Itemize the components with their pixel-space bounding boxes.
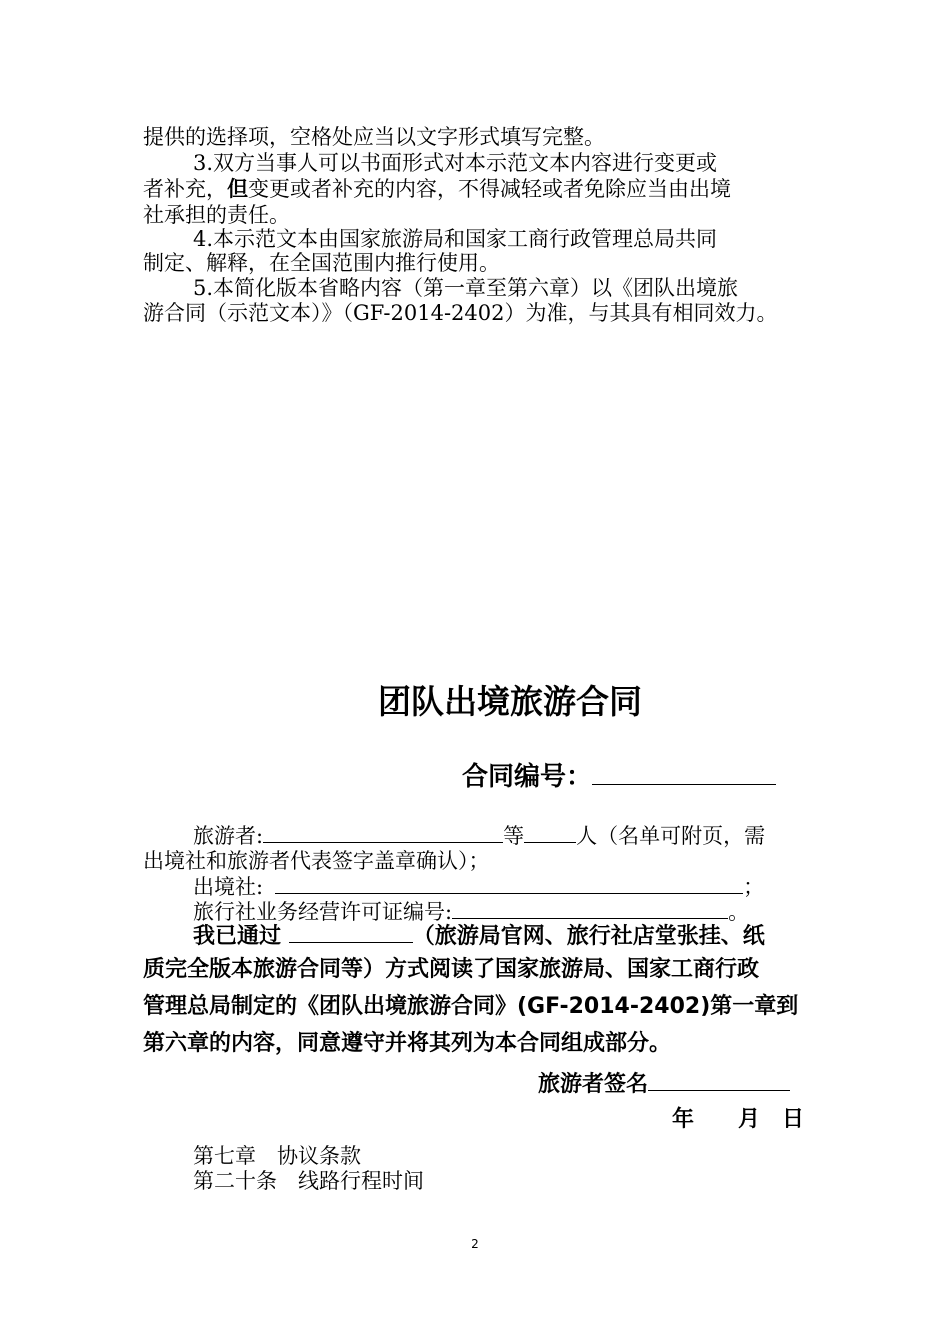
- reading-method-blank[interactable]: [289, 922, 413, 943]
- traveler-etc: 等: [503, 824, 525, 848]
- traveler-row-cont: 出境社和旅游者代表签字盖章确认）；: [143, 849, 490, 873]
- statement-line-1b: （旅游局官网、旅行社店堂张挂、纸: [412, 924, 765, 949]
- intro-line-3: [143, 176, 731, 202]
- intro-line-7: 5.本简化版本省略内容（第一章至第六章）以《团队出境旅: [193, 276, 739, 300]
- statement-line-3: 管理总局制定的《团队出境旅游合同》(GF-2014-2402)第一章到: [143, 994, 799, 1019]
- intro-line-3a: 者补充，: [143, 177, 227, 201]
- contract-number-label: 合同编号：: [462, 762, 593, 792]
- traveler-count-blank[interactable]: [524, 822, 576, 843]
- article-twenty-heading: 第二十条 线路行程时间: [193, 1169, 424, 1193]
- signature-blank[interactable]: [648, 1070, 790, 1091]
- signature-row: [538, 1070, 790, 1099]
- license-blank[interactable]: [452, 898, 728, 919]
- intro-line-2: 3.双方当事人可以书面形式对本示范文本内容进行变更或: [193, 151, 718, 175]
- traveler-label: 旅游者:: [193, 824, 264, 848]
- contract-title: 团队出境旅游合同: [378, 682, 642, 721]
- traveler-persons: 人（名单可附页，需: [576, 824, 766, 848]
- agency-label: 出境社:: [193, 875, 264, 899]
- chapter-seven-heading: 第七章 协议条款: [193, 1144, 361, 1168]
- license-end: 。: [728, 900, 750, 924]
- traveler-row: [193, 822, 765, 849]
- intro-line-5: 4.本示范文本由国家旅游局和国家工商行政管理总局共同: [193, 227, 718, 251]
- page-number: 2: [471, 1237, 479, 1251]
- intro-line-4: 社承担的责任。: [143, 203, 290, 227]
- agency-row: [193, 873, 764, 900]
- statement-line-2: 质完全版本旅游合同等）方式阅读了国家旅游局、国家工商行政: [143, 957, 760, 982]
- contract-number-row: [462, 756, 776, 793]
- license-row: [193, 898, 749, 925]
- agency-blank[interactable]: [275, 873, 743, 894]
- contract-number-blank[interactable]: [592, 764, 776, 785]
- date-line: 年 月 日: [672, 1107, 805, 1132]
- intro-line-3c: 变更或者补充的内容，不得减轻或者免除应当由出境: [248, 177, 731, 201]
- license-label: 旅行社业务经营许可证编号:: [193, 900, 453, 924]
- statement-line-1a: 我已通过: [193, 924, 282, 949]
- intro-line-1: 提供的选择项，空格处应当以文字形式填写完整。: [143, 125, 605, 149]
- intro-line-3b: 但: [227, 177, 248, 201]
- intro-line-6: 制定、解释，在全国范围内推行使用。: [143, 251, 500, 275]
- agency-end: ；: [743, 875, 765, 899]
- intro-line-8: 游合同（示范文本）》（GF-2014-2402）为准，与其具有相同效力。: [143, 301, 778, 325]
- traveler-name-blank[interactable]: [263, 822, 503, 843]
- statement-line-1: [193, 922, 765, 951]
- statement-line-4: 第六章的内容，同意遵守并将其列为本合同组成部分。: [143, 1031, 672, 1056]
- signature-label: 旅游者签名: [538, 1072, 649, 1097]
